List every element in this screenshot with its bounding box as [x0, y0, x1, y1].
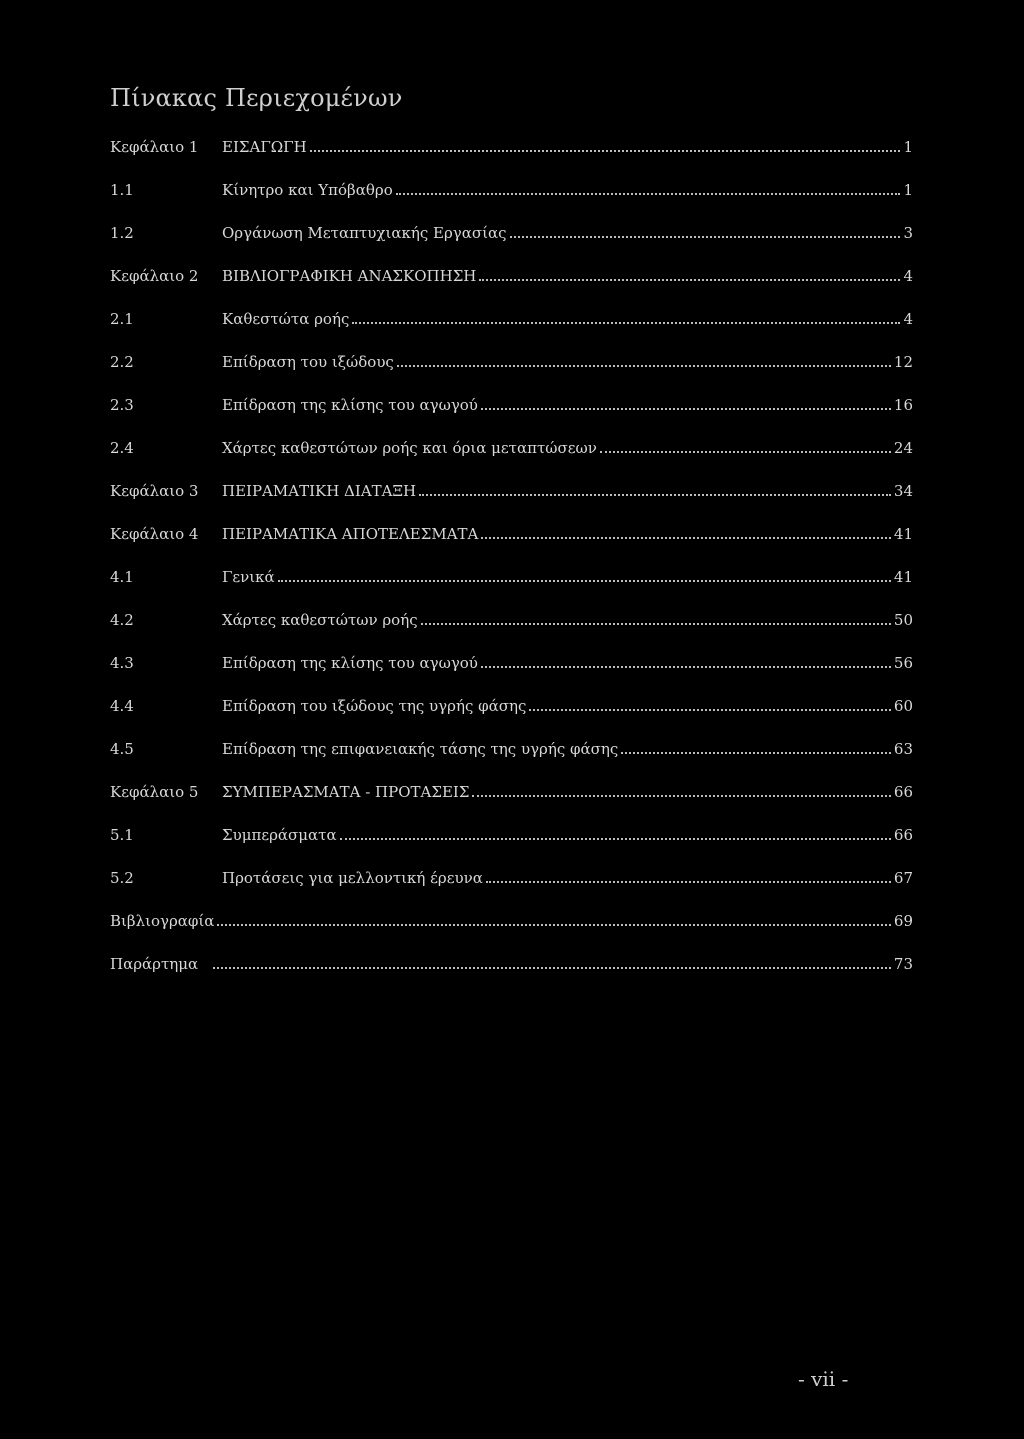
toc-entry[interactable] — [110, 351, 913, 394]
toc-entry-number: 1.2 — [110, 224, 134, 242]
toc-entry[interactable] — [110, 222, 913, 265]
toc-entry-number: Κεφάλαιο 5 — [110, 783, 199, 801]
toc-entry-page: 56 — [893, 654, 913, 672]
toc-entry-number: 1.1 — [110, 181, 134, 199]
toc-entry-page: 73 — [893, 955, 913, 973]
toc-entry[interactable] — [110, 480, 913, 523]
leader-dots — [419, 494, 891, 496]
toc-entry[interactable] — [110, 738, 913, 781]
leader-dots — [481, 537, 891, 539]
toc-entry-page: 41 — [893, 525, 913, 543]
toc-entry-page: 3 — [903, 224, 913, 242]
leader-dots — [352, 322, 900, 324]
leader-dots — [310, 150, 901, 152]
toc-entry-number: 2.4 — [110, 439, 134, 457]
leader-dots — [621, 752, 891, 754]
toc-entry-page: 66 — [893, 826, 913, 844]
toc-entry-page: 4 — [903, 310, 913, 328]
leader-dots — [213, 967, 891, 969]
toc-entry-appendix[interactable] — [110, 953, 913, 996]
toc-entry-page: 69 — [893, 912, 913, 930]
toc-entry-page: 60 — [893, 697, 913, 715]
toc-entry-title: Επίδραση του ιξώδους της υγρής φάσης — [222, 697, 527, 715]
toc-entry-page: 67 — [893, 869, 913, 887]
toc-entry-page: 1 — [903, 138, 913, 156]
toc-entry-number: Κεφάλαιο 3 — [110, 482, 199, 500]
leader-dots — [421, 623, 891, 625]
toc-list — [110, 136, 913, 996]
page-number: - vii - — [798, 1367, 849, 1391]
toc-entry-title: Γενικά — [222, 568, 275, 586]
leader-dots — [529, 709, 891, 711]
toc-entry[interactable] — [110, 437, 913, 480]
leader-dots — [278, 580, 891, 582]
leader-dots — [600, 451, 891, 453]
toc-entry-title: Χάρτες καθεστώτων ροής και όρια μεταπτώσεων — [222, 439, 597, 457]
toc-entry-title: ΣΥΜΠΕΡΑΣΜΑΤΑ - ΠΡΟΤΑΣΕΙΣ — [222, 783, 470, 801]
toc-entry-title: Επίδραση του ιξώδους — [222, 353, 394, 371]
leader-dots — [340, 838, 891, 840]
toc-entry-title: Κίνητρο και Υπόβαθρο — [222, 181, 393, 199]
toc-entry-number: 5.2 — [110, 869, 134, 887]
leader-dots — [479, 279, 900, 281]
toc-entry-page: 24 — [893, 439, 913, 457]
toc-entry[interactable] — [110, 136, 913, 179]
toc-entry-number: Κεφάλαιο 4 — [110, 525, 199, 543]
toc-entry-page: 1 — [903, 181, 913, 199]
toc-entry-page: 63 — [893, 740, 913, 758]
toc-entry-title: Προτάσεις για μελλοντική έρευνα — [222, 869, 483, 887]
toc-entry-number: 5.1 — [110, 826, 134, 844]
toc-entry-number: 4.5 — [110, 740, 134, 758]
toc-entry[interactable] — [110, 566, 913, 609]
toc-entry-number: Κεφάλαιο 1 — [110, 138, 199, 156]
leader-dots — [397, 365, 891, 367]
toc-entry-number: 4.4 — [110, 697, 134, 715]
toc-entry-number: 2.3 — [110, 396, 134, 414]
toc-entry-title: Παράρτημα — [110, 955, 199, 973]
toc-entry-number: 2.1 — [110, 310, 134, 328]
toc-entry[interactable] — [110, 695, 913, 738]
toc-entry-number: 4.2 — [110, 611, 134, 629]
toc-entry-bibliography[interactable] — [110, 910, 913, 953]
toc-entry[interactable] — [110, 394, 913, 437]
leader-dots — [217, 924, 890, 926]
toc-entry-title: ΒΙΒΛΙΟΓΡΑΦΙΚΗ ΑΝΑΣΚΟΠΗΣΗ — [222, 267, 477, 285]
toc-entry-page: 12 — [893, 353, 913, 371]
toc-entry-title: Χάρτες καθεστώτων ροής — [222, 611, 418, 629]
toc-entry-page: 34 — [893, 482, 913, 500]
leader-dots — [510, 236, 901, 238]
toc-entry-page: 16 — [893, 396, 913, 414]
toc-entry[interactable] — [110, 179, 913, 222]
toc-entry[interactable] — [110, 652, 913, 695]
toc-entry-number: Κεφάλαιο 2 — [110, 267, 199, 285]
toc-entry-title: ΕΙΣΑΓΩΓΗ — [222, 138, 307, 156]
toc-entry-title: Συμπεράσματα — [222, 826, 337, 844]
leader-dots — [481, 666, 891, 668]
toc-entry-number: 4.1 — [110, 568, 134, 586]
leader-dots — [396, 193, 901, 195]
toc-entry-page: 41 — [893, 568, 913, 586]
toc-entry-title: Βιβλιογραφία — [110, 912, 215, 930]
toc-entry-title: ΠΕΙΡΑΜΑΤΙΚΗ ΔΙΑΤΑΞΗ — [222, 482, 417, 500]
toc-entry[interactable] — [110, 824, 913, 867]
toc-entry-page: 4 — [903, 267, 913, 285]
toc-entry[interactable] — [110, 867, 913, 910]
leader-dots — [486, 881, 891, 883]
leader-dots — [472, 795, 890, 797]
toc-entry-number: 4.3 — [110, 654, 134, 672]
toc-entry-title: Οργάνωση Μεταπτυχιακής Εργασίας — [222, 224, 507, 242]
leader-dots — [481, 408, 891, 410]
toc-entry-number: 2.2 — [110, 353, 134, 371]
toc-entry-page: 50 — [893, 611, 913, 629]
toc-title: Πίνακας Περιεχομένων — [110, 84, 403, 112]
toc-entry[interactable] — [110, 609, 913, 652]
toc-entry-title: Επίδραση της κλίσης του αγωγού — [222, 396, 478, 414]
toc-entry-page: 66 — [893, 783, 913, 801]
toc-entry[interactable] — [110, 781, 913, 824]
toc-entry-title: Επίδραση της επιφανειακής τάσης της υγρής φάσης — [222, 740, 619, 758]
toc-entry[interactable] — [110, 265, 913, 308]
toc-entry-title: Καθεστώτα ροής — [222, 310, 350, 328]
toc-entry-title: ΠΕΙΡΑΜΑΤΙΚΑ ΑΠΟΤΕΛΕΣΜΑΤΑ — [222, 525, 479, 543]
toc-entry-title: Επίδραση της κλίσης του αγωγού — [222, 654, 478, 672]
toc-entry[interactable] — [110, 523, 913, 566]
toc-entry[interactable] — [110, 308, 913, 351]
